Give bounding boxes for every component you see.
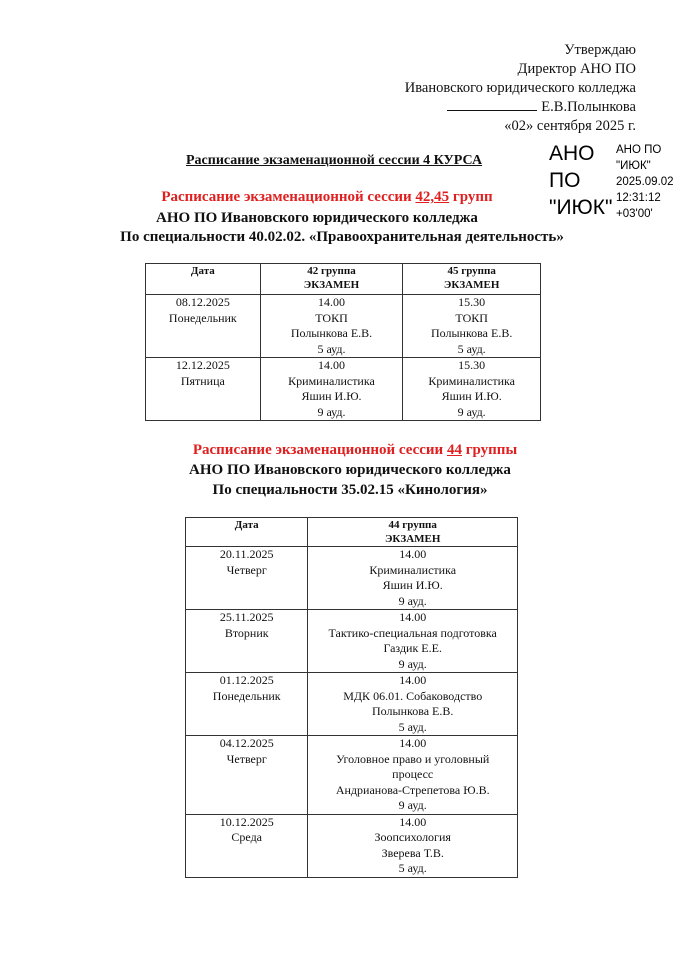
cell-text: 9 ауд. xyxy=(317,404,346,419)
cell-text: Газдик Е.Е. xyxy=(383,641,442,655)
approval-date: «02» сентября 2025 г. xyxy=(504,118,636,134)
cell-text: 5 ауд. xyxy=(317,341,346,356)
table-row xyxy=(186,610,518,673)
stamp-detail: 12:31:12 xyxy=(616,192,661,204)
cell-text: 04.12.2025 xyxy=(219,736,274,750)
cell-text: 14.00 xyxy=(399,547,427,561)
cell-text: 5 ауд. xyxy=(398,719,427,734)
section2-specialty: По специальности 35.02.15 «Кинология» xyxy=(212,482,488,498)
approval-organization: Ивановского юридического колледжа xyxy=(404,80,636,96)
cell-text: 14.00 xyxy=(318,295,345,309)
cell-text: МДК 06.01. Собаководство xyxy=(343,688,483,703)
cell-text: Четверг xyxy=(226,562,267,577)
table-row xyxy=(186,736,518,815)
header-date: Дата xyxy=(146,264,261,295)
section1-college: АНО ПО Ивановского юридического колледжа xyxy=(156,210,478,226)
cell-text: Понедельник xyxy=(212,688,281,703)
header-group-45: 45 группа ЭКЗАМЕН xyxy=(403,264,541,295)
cell-text: 20.11.2025 xyxy=(219,547,274,561)
exam-cell xyxy=(403,295,541,358)
approval-position: Директор АНО ПО xyxy=(517,61,636,77)
table-row xyxy=(186,673,518,736)
cell-text: Яшин И.Ю. xyxy=(382,578,443,592)
cell-text: ТОКП xyxy=(315,310,348,325)
date-cell xyxy=(146,295,261,358)
cell-text: 14.00 xyxy=(399,814,427,829)
cell-text: Зверева Т.В. xyxy=(381,845,444,860)
cell-text: 9 ауд. xyxy=(457,404,486,419)
cell-text: процесс xyxy=(392,767,434,781)
cell-text: Тактико-специальная подготовка xyxy=(328,625,497,640)
date-cell xyxy=(186,814,308,877)
table-header-row xyxy=(146,264,541,295)
stamp-detail: "ИЮК" xyxy=(616,160,651,172)
cell-text: 5 ауд. xyxy=(398,861,427,875)
cell-text: ТОКП xyxy=(455,310,488,325)
cell-text: Понедельник xyxy=(168,310,237,325)
table-row xyxy=(146,358,541,421)
exam-cell xyxy=(308,547,518,610)
stamp-detail: 2025.09.02 xyxy=(616,176,674,188)
stamp-line: АНО xyxy=(549,142,595,165)
section2-groups: 44 xyxy=(446,442,462,458)
cell-text: Полынкова Е.В. xyxy=(372,704,454,718)
cell-text: Среда xyxy=(231,830,263,844)
cell-text: 10.12.2025 xyxy=(219,814,274,829)
cell-text: 01.12.2025 xyxy=(219,673,274,687)
exam-cell xyxy=(308,610,518,673)
cell-text: 25.11.2025 xyxy=(219,610,274,624)
cell-text: 15.30 xyxy=(458,358,486,372)
cell-text: 5 ауд. xyxy=(457,341,486,356)
exam-cell xyxy=(260,295,403,358)
main-title: Расписание экзаменационной сессии 4 КУРСА xyxy=(186,153,483,168)
cell-text: Четверг xyxy=(226,751,267,766)
stamp-line: "ИЮК" xyxy=(549,196,613,219)
cell-text: Пятница xyxy=(180,373,225,388)
date-cell xyxy=(186,610,308,673)
exam-cell xyxy=(260,358,403,421)
stamp-detail: АНО ПО xyxy=(616,144,662,156)
cell-text: Криминалистика xyxy=(428,373,515,388)
exam-cell xyxy=(308,736,518,815)
cell-text: 08.12.2025 xyxy=(175,295,230,309)
table-header-row xyxy=(186,518,518,547)
header-group-44: 44 группа ЭКЗАМЕН xyxy=(308,518,518,547)
date-cell xyxy=(146,358,261,421)
date-cell xyxy=(186,673,308,736)
cell-text: Криминалистика xyxy=(288,373,375,388)
approval-block xyxy=(405,41,636,136)
section1-title: Расписание экзаменационной сессии 42,45 групп xyxy=(161,189,493,205)
cell-text: Криминалистика xyxy=(369,562,457,577)
cell-text: Вторник xyxy=(224,625,269,640)
exam-cell xyxy=(308,814,518,877)
date-cell xyxy=(186,736,308,815)
cell-text: 9 ауд. xyxy=(398,798,427,812)
table-row xyxy=(146,295,541,358)
cell-text: Полынкова Е.В. xyxy=(290,326,373,340)
cell-text: 12.12.2025 xyxy=(175,358,230,372)
schedule-table-2 xyxy=(185,517,518,878)
cell-text: Андрианова-Стрепетова Ю.В. xyxy=(335,782,490,797)
section1-groups: 42,45 xyxy=(415,189,450,205)
cell-text: 14.00 xyxy=(399,673,427,687)
exam-cell xyxy=(308,673,518,736)
section2-college: АНО ПО Ивановского юридического колледжа xyxy=(189,462,511,478)
signature-line xyxy=(447,98,537,111)
cell-text: 9 ауд. xyxy=(398,593,427,608)
schedule-table-1 xyxy=(145,263,541,421)
cell-text: Уголовное право и уголовный xyxy=(336,751,490,766)
date-cell xyxy=(186,547,308,610)
cell-text: Полынкова Е.В. xyxy=(430,326,513,340)
cell-text: 15.30 xyxy=(458,295,486,309)
header-date: Дата xyxy=(186,518,308,547)
section1-specialty: По специальности 40.02.02. «Правоохранительная деятельность» xyxy=(120,229,564,245)
section2-title: Расписание экзаменационной сессии 44 группы xyxy=(192,442,518,458)
table-row xyxy=(186,814,518,877)
cell-text: 14.00 xyxy=(399,736,427,750)
cell-text: Яшин И.Ю. xyxy=(441,389,502,403)
table-row xyxy=(186,547,518,610)
exam-cell xyxy=(403,358,541,421)
cell-text: 14.00 xyxy=(399,610,427,624)
approval-signature xyxy=(405,98,636,117)
stamp-line: ПО xyxy=(549,169,581,192)
header-group-42: 42 группа ЭКЗАМЕН xyxy=(260,264,403,295)
approval-line: Утверждаю xyxy=(564,42,636,58)
signature-name: Е.В.Полынкова xyxy=(541,99,636,115)
cell-text: Яшин И.Ю. xyxy=(301,389,362,403)
cell-text: 9 ауд. xyxy=(398,656,427,671)
cell-text: Зоопсихология xyxy=(374,830,451,844)
stamp-detail: +03'00' xyxy=(616,208,653,220)
digital-signature-stamp xyxy=(549,140,612,221)
cell-text: 14.00 xyxy=(318,358,345,372)
